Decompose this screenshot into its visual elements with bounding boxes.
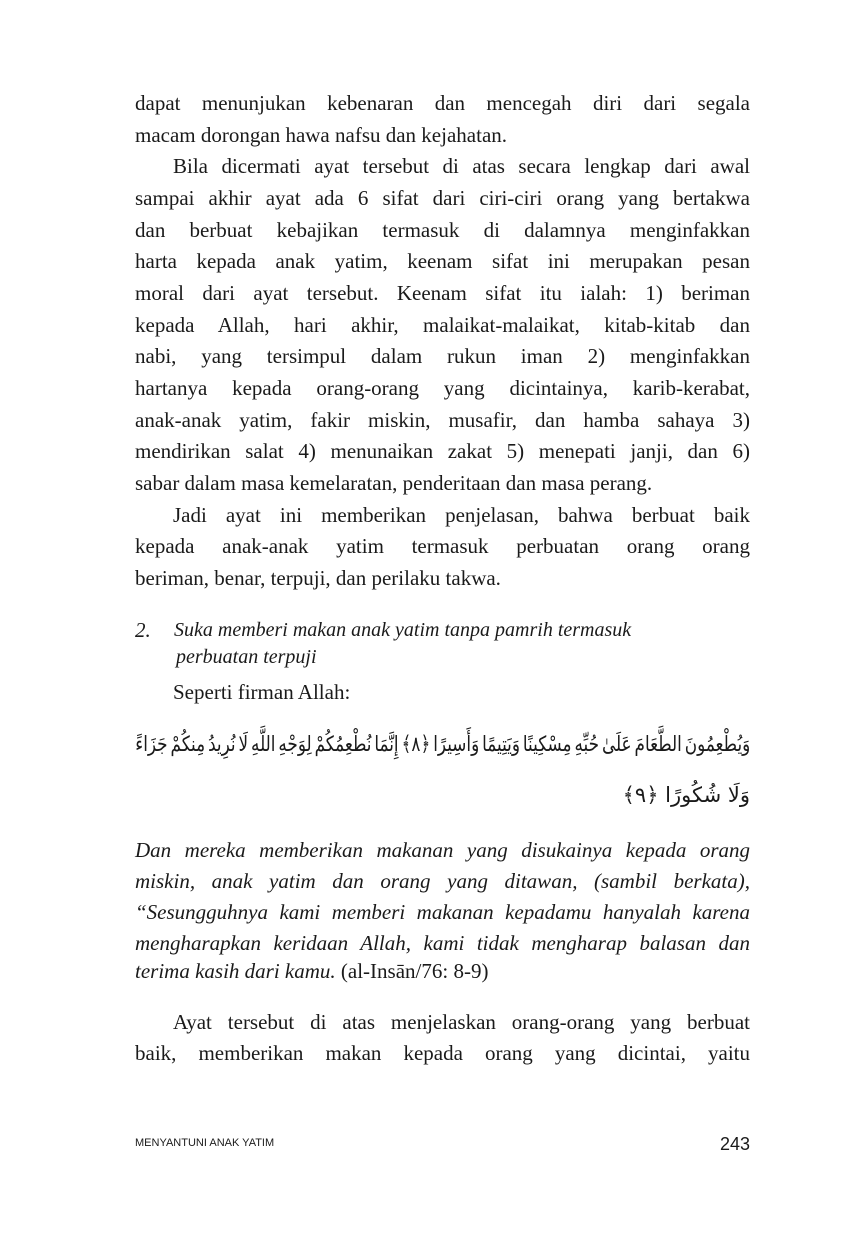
body-line-text: nabi, yang tersimpul dalam rukun iman 2) menginfakkan	[135, 344, 750, 368]
body-line-text: Ayat tersebut di atas menjelaskan orang-orang yang berbuat	[173, 1010, 750, 1034]
arabic-verse	[135, 724, 750, 764]
section-heading-text: perbuatan terpuji	[176, 646, 317, 668]
translation-text: Dan mereka memberikan makanan yang disukainya kepada orang	[135, 838, 750, 862]
body-line-text: mendirikan salat 4) menunaikan zakat 5) menepati janji, dan 6)	[135, 439, 750, 463]
translation-text: “Sesungguhnya kami memberi makanan kepadamu hanyalah karena	[135, 900, 750, 924]
section-heading-text: Suka memberi makan anak yatim tanpa pamrih termasuk	[174, 619, 632, 641]
translation-line	[135, 898, 750, 926]
body-line	[173, 501, 750, 529]
body-line	[135, 121, 750, 149]
body-line	[135, 279, 750, 307]
section-heading	[174, 616, 734, 644]
body-line-text: Jadi ayat ini memberikan penjelasan, bahwa berbuat baik	[173, 503, 750, 527]
page-number: 243	[719, 1134, 750, 1154]
arabic-verse-text: وَيُطْعِمُونَ الطَّعَامَ عَلَىٰ حُبِّهِ مِسْكِينًا وَيَتِيمًا وَأَسِيرًا ﴿٨﴾ إِنَّمَا نُطْعِمُكُمْ لِوَجْهِ اللَّهِ لَا نُرِيدُ مِنكُمْ جَزَاءً	[135, 732, 750, 756]
body-line-text: dan berbuat kebajikan termasuk di dalamnya menginfakkan	[135, 218, 750, 242]
translation-end: terima kasih dari kamu.	[135, 959, 336, 983]
body-line-text: kepada Allah, hari akhir, malaikat-malaikat, kitab-kitab dan	[135, 313, 750, 337]
body-line	[135, 89, 750, 117]
body-line	[173, 1008, 750, 1036]
body-line-text: baik, memberikan makan kepada orang yang dicintai, yaitu	[135, 1041, 750, 1065]
body-line-text: hartanya kepada orang-orang yang dicintainya, karib-kerabat,	[135, 376, 750, 400]
body-line-text: Bila dicermati ayat tersebut di atas secara lengkap dari awal	[173, 154, 750, 178]
translation-line	[135, 836, 750, 864]
body-line	[135, 406, 750, 434]
body-line	[135, 311, 750, 339]
body-line	[173, 152, 750, 180]
body-line	[135, 374, 750, 402]
body-line	[135, 437, 750, 465]
body-line-text: sabar dalam masa kemelaratan, penderitaan dan masa perang.	[135, 471, 653, 495]
arabic-verse	[135, 775, 750, 815]
body-line	[135, 1039, 750, 1067]
arabic-verse-text: وَلَا شُكُورًا ﴿٩﴾	[622, 783, 750, 807]
body-line-text: harta kepada anak yatim, keenam sifat ini merupakan pesan	[135, 249, 750, 273]
body-line	[135, 532, 750, 560]
body-line-text: anak-anak yatim, fakir miskin, musafir, dan hamba sahaya 3)	[135, 408, 750, 432]
translation-line	[135, 867, 750, 895]
translation-text: miskin, anak yatim dan orang yang ditawan, (sambil berkata),	[135, 869, 750, 893]
translation-text: mengharapkan keridaan Allah, kami tidak mengharap balasan dan	[135, 931, 750, 955]
body-line-text: moral dari ayat tersebut. Keenam sifat itu ialah: 1) beriman	[135, 281, 750, 305]
body-line	[135, 216, 750, 244]
running-title: MENYANTUNI ANAK YATIM	[135, 1137, 275, 1149]
translation-line	[135, 957, 750, 985]
body-line	[135, 469, 750, 497]
body-line-text: kepada anak-anak yatim termasuk perbuatan orang orang	[135, 534, 750, 558]
body-line	[135, 564, 750, 592]
body-line-text: beriman, benar, terpuji, dan perilaku takwa.	[135, 566, 501, 590]
section-heading	[176, 643, 696, 671]
intro-text: Seperti firman Allah:	[173, 680, 351, 704]
body-line	[135, 342, 750, 370]
heading-number: 2.	[135, 618, 151, 642]
body-line-text: macam dorongan hawa nafsu dan kejahatan.	[135, 123, 508, 147]
body-line	[135, 184, 750, 212]
body-line-text: sampai akhir ayat ada 6 sifat dari ciri-ciri orang yang bertakwa	[135, 186, 750, 210]
citation: (al-Insān/76: 8-9)	[335, 959, 489, 983]
translation-line	[135, 929, 750, 957]
body-line	[135, 247, 750, 275]
body-line-text: dapat menunjukan kebenaran dan mencegah diri dari segala	[135, 91, 750, 115]
